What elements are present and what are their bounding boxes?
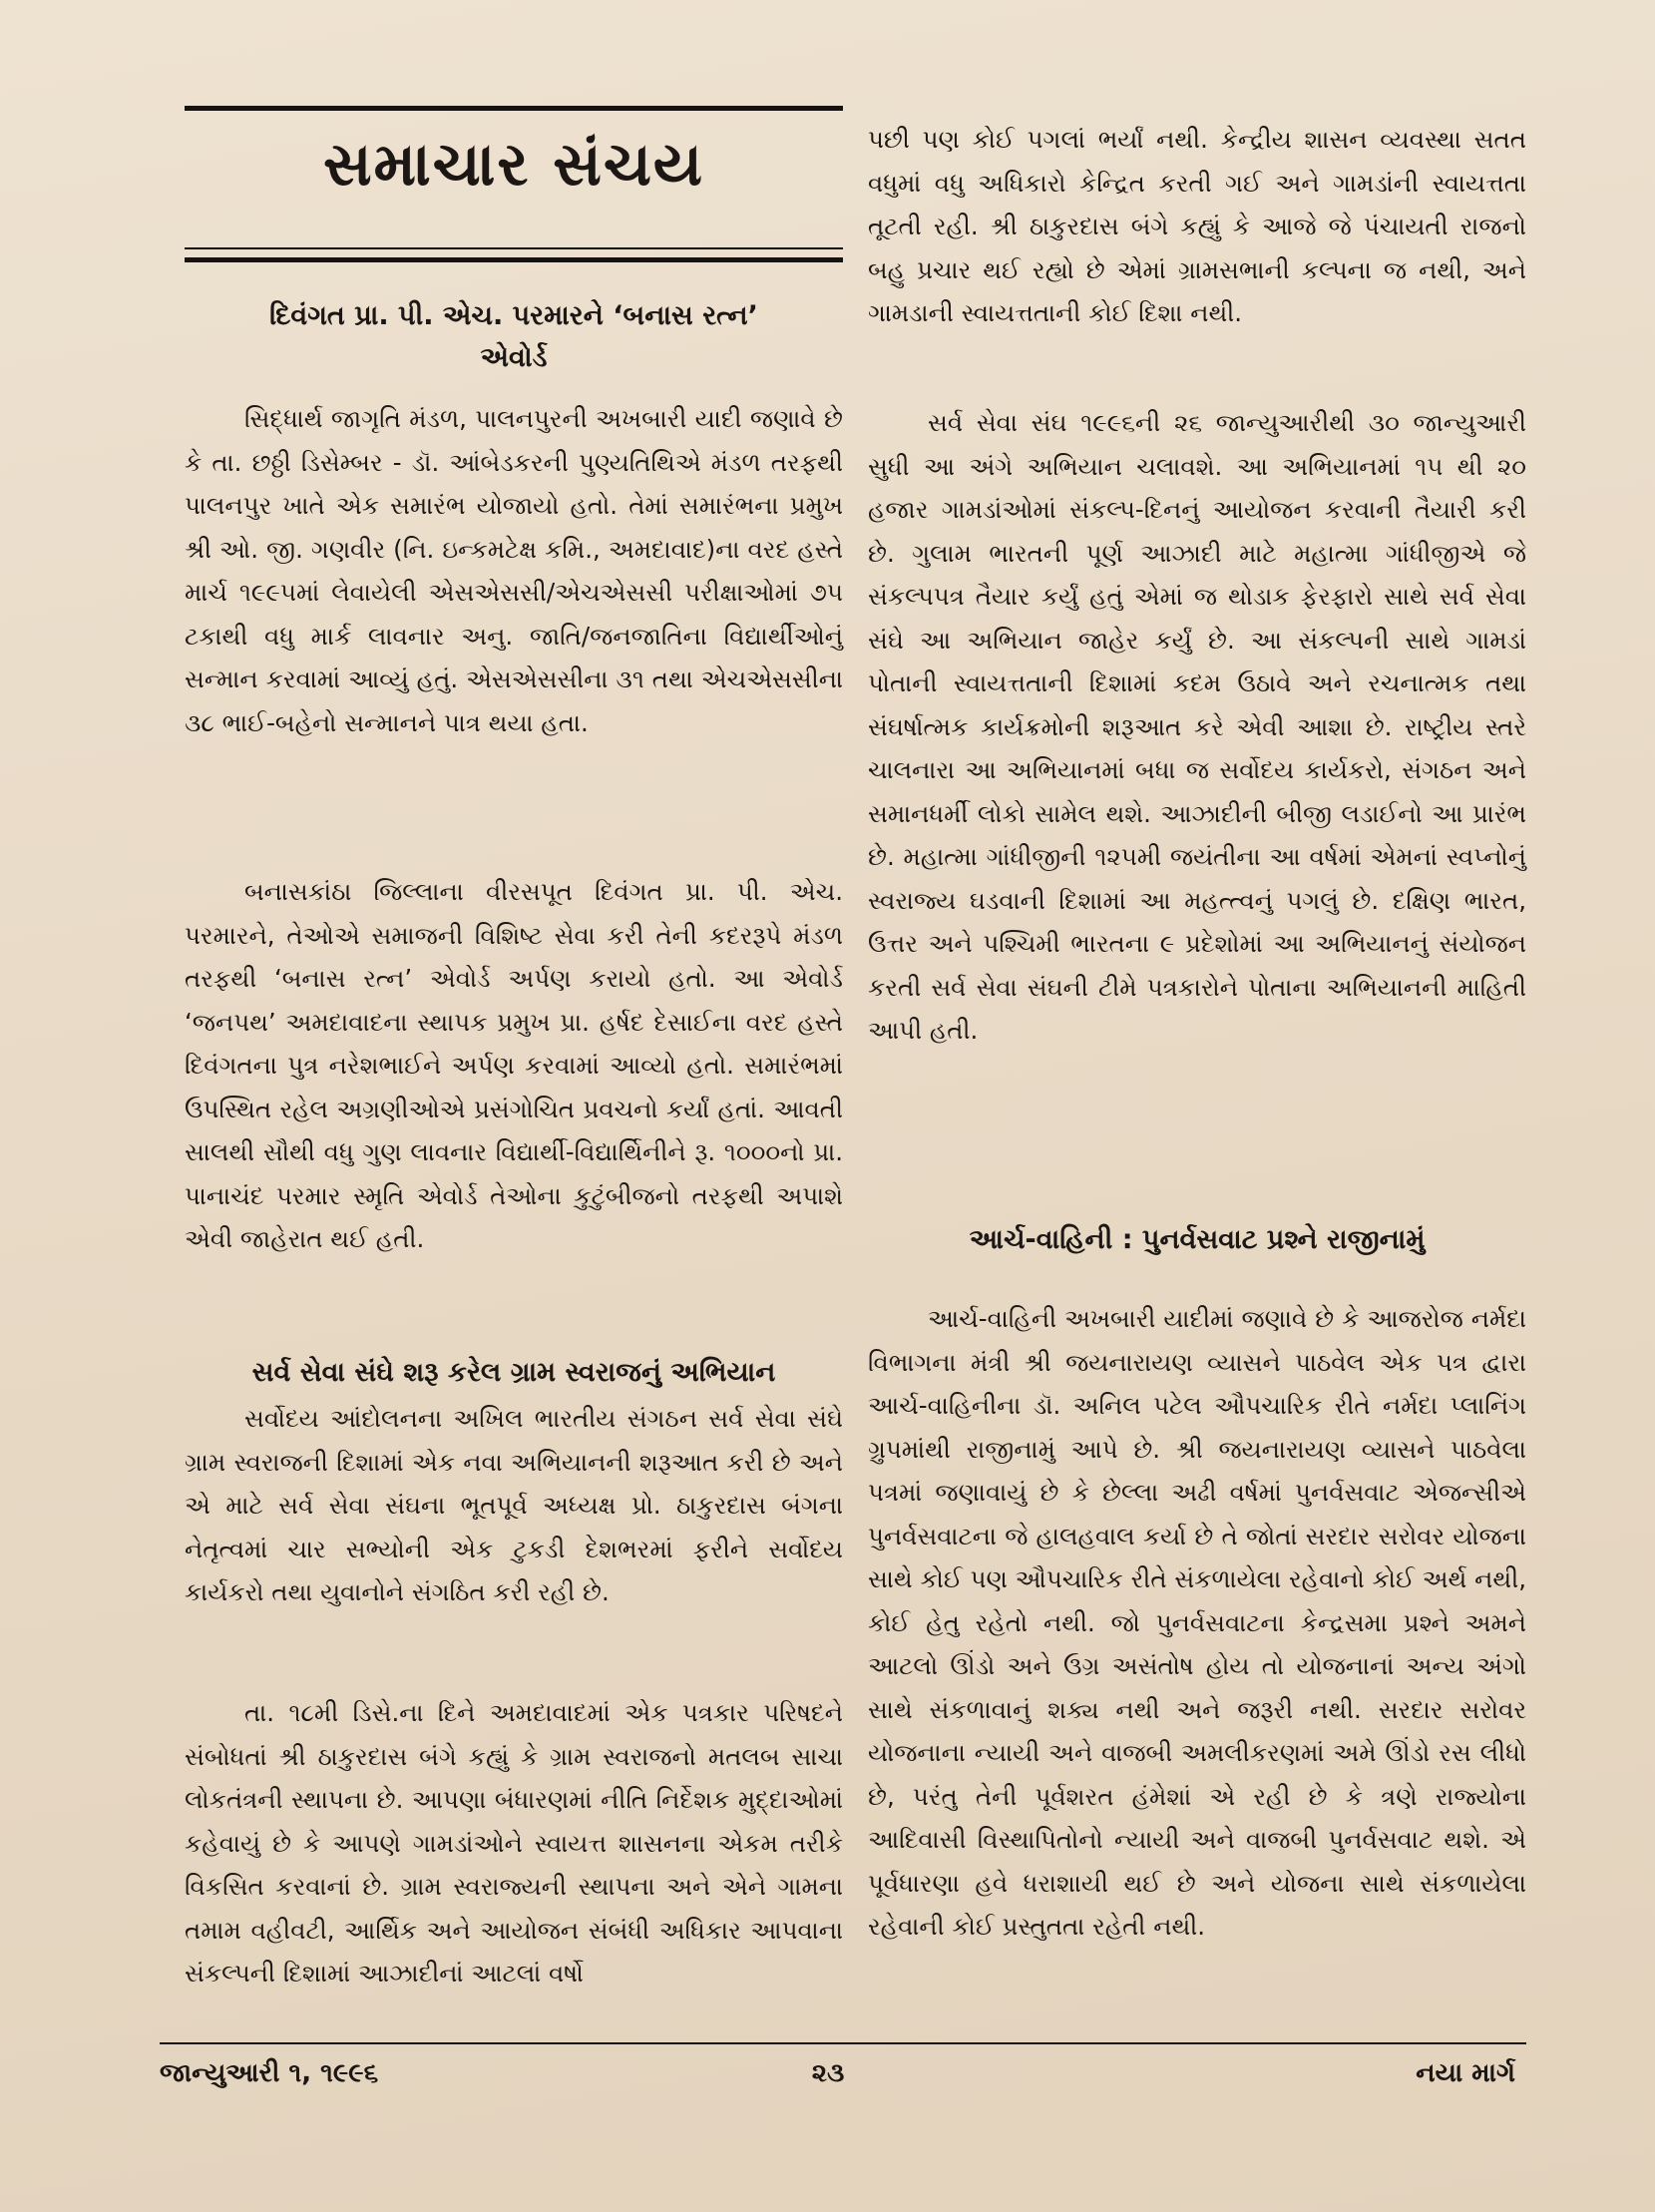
footer-rule (160, 2042, 1526, 2044)
page-number: ૨૩ (811, 2058, 845, 2088)
title-rule-thick (185, 257, 843, 262)
article-1-title (185, 295, 843, 379)
article-1-paragraph-1: સિદ્ધાર્થ જાગૃતિ મંડળ, પાલનપુરની અખબારી યાદી જણાવે છે કે તા. છઠ્ઠી ડિસેમ્બર - ડૉ. આંબેડકરની પુણ્યતિથિએ મંડળ તરફથી પાલનપુર ખાતે એક સમારંભ યોજાયો હતો. તેમાં સમારંભના પ્રમુખ શ્રી ઓ. જી. ગણવીર (નિ. ઇન્કમટેક્ષ કમિ., અમદાવાદ)ના વરદ હસ્તે માર્ચ ૧૯૯૫માં લેવાયેલી એસએસસી/એચએસસી પરીક્ષાઓમાં ૭૫ ટકાથી વધુ માર્ક લાવનાર અનુ. જાતિ/જનજાતિના વિદ્યાર્થીઓનું સન્માન કરવામાં આવ્યું હતું. એસએસસીના ૩૧ તથા એચએસસીના ૩૮ ભાઈ-બહેનો સન્માનને પાત્ર થયા હતા. (185, 404, 843, 737)
article-2-title: સર્વ સેવા સંઘે શરૂ કરેલ ગ્રામ સ્વરાજનું અભિયાન (251, 1357, 776, 1388)
article-3-title: આર્ચ-વાહિની : પુનર્વસવાટ પ્રશ્ને રાજીનામું (969, 1224, 1426, 1255)
article-1-paragraph-2: બનાસકાંઠા જિલ્લાના વીરસપૂત દિવંગત પ્રા. પી. એચ. પરમારને, તેઓએ સમાજની વિશિષ્ટ સેવા કરી તેની કદરરૂપે મંડળ તરફથી ‘બનાસ રત્ન’ એવોર્ડ અર્પણ કરાયો હતો. આ એવોર્ડ ‘જનપથ’ અમદાવાદના સ્થાપક પ્રમુખ પ્રા. હર્ષદ દેસાઈના વરદ હસ્તે દિવંગતના પુત્ર નરેશભાઈને અર્પણ કરવામાં આવ્યો હતો. સમારંભમાં ઉપસ્થિત રહેલ અગ્રણીઓએ પ્રસંગોચિત પ્રવચનો કર્યાં હતાં. આવતી સાલથી સૌથી વધુ ગુણ લાવનાર વિદ્યાર્થી-વિદ્યાર્થિનીને રૂ. ૧૦૦૦નો પ્રા. પાનાચંદ પરમાર સ્મૃતિ એવોર્ડ તેઓના કુટુંબીજનો તરફથી અપાશે એવી જાહેરાત થઈ હતી. (185, 877, 843, 1253)
article-2-paragraph-1: સર્વોદય આંદોલનના અખિલ ભારતીય સંગઠન સર્વ સેવા સંઘે ગ્રામ સ્વરાજની દિશામાં એક નવા અભિયાનની શરૂઆત કરી છે અને એ માટે સર્વ સેવા સંઘના ભૂતપૂર્વ અધ્યક્ષ પ્રો. ઠાકુરદાસ બંગના નેતૃત્વમાં ચાર સભ્યોની એક ટુકડી દેશભરમાં ફરીને સર્વોદય કાર્યકરો તથા યુવાનોને સંગઠિત કરી રહી છે. (185, 1404, 843, 1606)
footer-date: જાન્યુઆરી ૧, ૧૯૯૬ (160, 2058, 379, 2088)
article-3-paragraph-1: આર્ચ-વાહિની અખબારી યાદીમાં જણાવે છે કે આજરોજ નર્મદા વિભાગના મંત્રી શ્રી જયનારાયણ વ્યાસને પાઠવેલ એક પત્ર દ્વારા આર્ચ-વાહિનીના ડૉ. અનિલ પટેલ ઔપચારિક રીતે નર્મદા પ્લાનિંગ ગ્રુપમાંથી રાજીનામું આપે છે. શ્રી જયનારાયણ વ્યાસને પાઠવેલા પત્રમાં જણાવાયું છે કે છેલ્લા અઢી વર્ષમાં પુનર્વસવાટ એજન્સીએ પુનર્વસવાટના જે હાલહવાલ કર્યા છે તે જોતાં સરદાર સરોવર યોજના સાથે કોઈ પણ ઔપચારિક રીતે સંકળાયેલા રહેવાનો કોઈ અર્થ નથી, કોઈ હેતુ રહેતો નથી. જો પુનર્વસવાટના કેન્દ્રસમા પ્રશ્ને અમને આટલો ઊંડો અને ઉગ્ર અસંતોષ હોય તો યોજનાનાં અન્ય અંગો સાથે સંકળાવાનું શક્ય નથી અને જરૂરી નથી. સરદાર સરોવર યોજનાના ન્યાયી અને વાજબી અમલીકરણમાં અમે ઊંડો રસ લીધો છે, પરંતુ તેની પૂર્વશરત હંમેશાં એ રહી છે કે ત્રણે રાજ્યોના આદિવાસી વિસ્થાપિતોનો ન્યાયી અને વાજબી પુનર્વસવાટ થશે. એ પૂર્વધારણા હવે ધરાશાયી થઈ છે અને યોજના સાથે સંકળાયેલા રહેવાની કોઈ પ્રસ્તુતતા રહેતી નથી. (868, 1304, 1526, 1941)
title-rule-thin (185, 247, 843, 249)
article-2-paragraph-2: તા. ૧૮મી ડિસે.ના દિને અમદાવાદમાં એક પત્રકાર પરિષદને સંબોધતાં શ્રી ઠાકુરદાસ બંગે કહ્યું કે ગ્રામ સ્વરાજનો મતલબ સાચા લોકતંત્રની સ્થાપના છે. આપણા બંધારણમાં નીતિ નિર્દેશક મુદ્દાઓમાં કહેવાયું છે કે આપણે ગામડાંઓને સ્વાયત્ત શાસનના એકમ તરીકે વિકસિત કરવાનાં છે. ગ્રામ સ્વરાજ્યની સ્થાપના અને એને ગામના તમામ વહીવટી, આર્થિક અને આયોજન સંબંધી અધિકાર આપવાના સંકલ્પની દિશામાં આઝાદીનાં આટલાં વર્ષો (185, 1698, 843, 1988)
article-2-paragraph-4: સર્વ સેવા સંઘ ૧૯૯૬ની ૨૬ જાન્યુઆરીથી ૩૦ જાન્યુઆરી સુધી આ અંગે અભિયાન ચલાવશે. આ અભિયાનમાં ૧૫ થી ૨૦ હજાર ગામડાંઓમાં સંકલ્પ-દિનનું આયોજન કરવાની તૈયારી કરી છે. ગુલામ ભારતની પૂર્ણ આઝાદી માટે મહાત્મા ગાંધીજીએ જે સંકલ્પપત્ર તૈયાર કર્યું હતું એમાં જ થોડાક ફેરફારો સાથે સર્વ સેવા સંઘે આ અભિયાન જાહેર કર્યું છે. આ સંકલ્પની સાથે ગામડાં પોતાની સ્વાયત્તતાની દિશામાં કદમ ઉઠાવે અને રચનાત્મક તથા સંઘર્ષાત્મક કાર્યક્રમોની શરૂઆત કરે એવી આશા છે. રાષ્ટ્રીય સ્તરે ચાલનારા આ અભિયાનમાં બધા જ સર્વોદય કાર્યકરો, સંગઠન અને સમાનધર્મી લોકો સામેલ થશે. આઝાદીની બીજી લડાઈનો આ પ્રારંભ છે. મહાત્મા ગાંધીજીની ૧૨૫મી જયંતીના આ વર્ષમાં એમનાં સ્વપ્નોનું સ્વરાજ્ય ઘડવાની દિશામાં આ મહત્ત્વનું પગલું છે. દક્ષિણ ભારત, ઉત્તર અને પશ્ચિમી ભારતના ૯ પ્રદેશોમાં આ અભિયાનનું સંયોજન કરતી સર્વ સેવા સંઘની ટીમે પત્રકારોને પોતાના અભિયાનની માહિતી આપી હતી. (868, 408, 1526, 1045)
article-2-paragraph-3: પછી પણ કોઈ પગલાં ભર્યાં નથી. કેન્દ્રીય શાસન વ્યવસ્થા સતત વધુમાં વધુ અધિકારો કેન્દ્રિત કરતી ગઈ અને ગામડાંની સ્વાયત્તતા તૂટતી રહી. શ્રી ઠાકુરદાસ બંગે કહ્યું કે આજે જે પંચાયતી રાજનો બહુ પ્રચાર થઈ રહ્યો છે એમાં ગ્રામસભાની કલ્પના જ નથી, અને ગામડાની સ્વાયત્તતાની કોઈ દિશા નથી. (868, 125, 1526, 327)
article-1-title-line2: એવોર્ડ (480, 342, 548, 373)
section-title: સમાચાર સંચય (322, 130, 704, 200)
top-rule (185, 106, 843, 111)
article-1-title-line1: દિવંગત પ્રા. પી. એચ. પરમારને ‘બનાસ રત્ન’ (269, 300, 758, 331)
publication-name: નયા માર્ગ (1416, 2058, 1515, 2088)
